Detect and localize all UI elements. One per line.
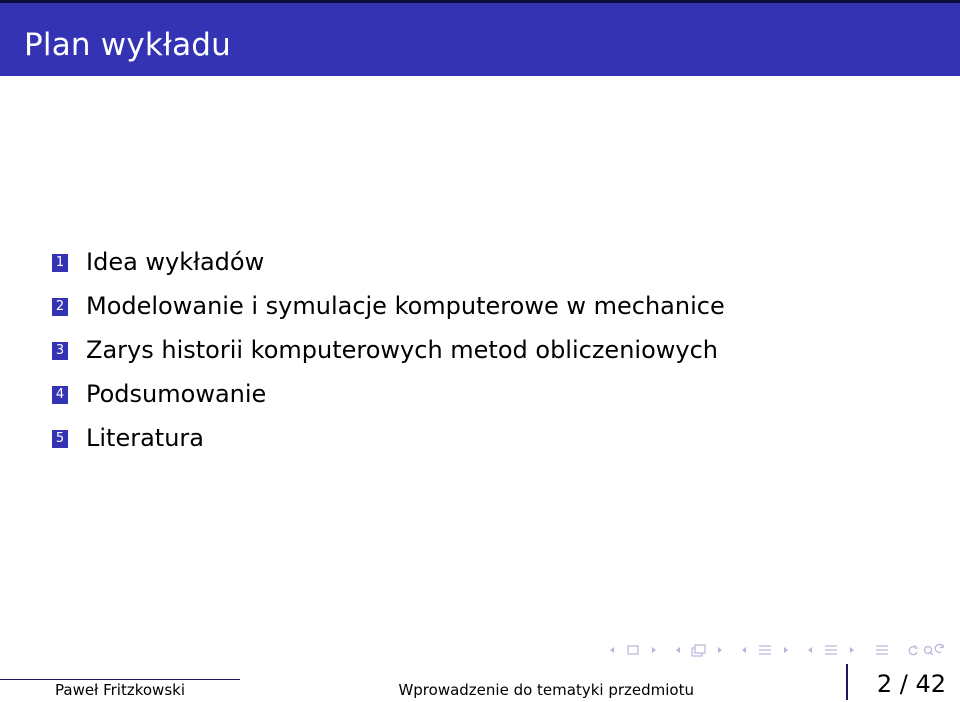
slide-title: Plan wykładu xyxy=(24,27,231,63)
nav-presentation-icon[interactable] xyxy=(806,643,858,657)
footer-talk-title-text: Wprowadzenie do tematyki przedmiotu xyxy=(398,681,694,699)
nav-frame-icon[interactable] xyxy=(608,643,660,657)
table-of-contents xyxy=(52,240,725,460)
frame-title-bar xyxy=(0,3,960,76)
toc-item[interactable] xyxy=(52,240,725,284)
toc-item-number: 3 xyxy=(52,342,68,360)
beamer-navigation-bar xyxy=(608,640,950,660)
page-number: 2 / 42 xyxy=(876,670,946,698)
toc-item-number: 2 xyxy=(52,298,68,316)
toc-item[interactable] xyxy=(52,372,725,416)
toc-item-number: 5 xyxy=(52,430,68,448)
toc-item[interactable] xyxy=(52,284,725,328)
nav-section-icon[interactable] xyxy=(740,643,792,657)
toc-item-number: 4 xyxy=(52,386,68,404)
footer-author: Paweł Fritzkowski xyxy=(0,680,240,700)
toc-item-label: Podsumowanie xyxy=(86,380,267,408)
toc-item-label: Literatura xyxy=(86,424,204,452)
toc-item-number: 1 xyxy=(52,254,68,272)
nav-appendix-icon[interactable] xyxy=(872,643,892,657)
nav-search-icon[interactable] xyxy=(906,643,950,657)
toc-item-label: Zarys historii komputerowych metod obliczeniowych xyxy=(86,336,718,364)
footer-talk-title xyxy=(240,680,848,700)
toc-item-label: Modelowanie i symulacje komputerowe w mechanice xyxy=(86,292,725,320)
footer-page-counter xyxy=(848,664,960,700)
toc-item[interactable] xyxy=(52,416,725,460)
slide-footer xyxy=(0,664,960,700)
toc-item[interactable] xyxy=(52,328,725,372)
nav-subsection-icon[interactable] xyxy=(674,643,726,657)
toc-item-label: Idea wykładów xyxy=(86,248,265,276)
